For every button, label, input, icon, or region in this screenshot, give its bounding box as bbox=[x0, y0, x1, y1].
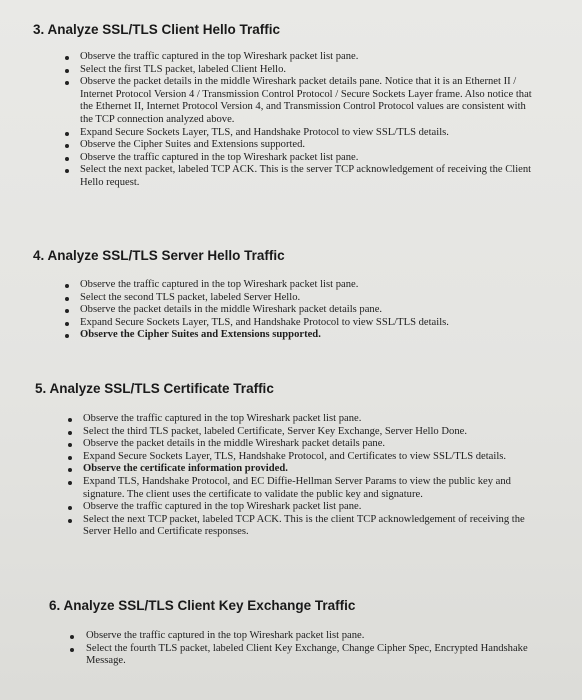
section-client-key-exchange bbox=[0, 598, 582, 668]
list-item bbox=[80, 127, 535, 140]
bullet-icon bbox=[65, 309, 69, 313]
list-item-text: Select the fourth TLS packet, labeled Client Key Exchange, Change Cipher Spec, Encrypted Handshake Message. bbox=[86, 642, 528, 667]
list-item bbox=[83, 451, 538, 464]
bullet-icon bbox=[65, 284, 69, 288]
bullet-icon bbox=[65, 81, 69, 85]
list-item-text: Select the third TLS packet, labeled Certificate, Server Key Exchange, Server Hello Done. bbox=[83, 425, 467, 437]
section-heading: 6. Analyze SSL/TLS Client Key Exchange Traffic bbox=[49, 598, 356, 613]
step-list bbox=[80, 51, 535, 190]
list-item bbox=[83, 438, 538, 451]
list-item-text: Observe the traffic captured in the top Wireshark packet list pane. bbox=[80, 279, 359, 290]
list-item-text: Observe the traffic captured in the top Wireshark packet list pane. bbox=[83, 501, 362, 513]
section-client-hello bbox=[0, 22, 582, 190]
bullet-icon bbox=[65, 322, 69, 326]
list-item bbox=[80, 329, 535, 342]
list-item-text: Select the first TLS packet, labeled Client Hello. bbox=[80, 63, 287, 75]
list-item bbox=[83, 514, 538, 539]
list-item-text: Expand Secure Sockets Layer, TLS, and Handshake Protocol to view SSL/TLS details. bbox=[80, 126, 449, 138]
list-item bbox=[80, 152, 535, 165]
step-list bbox=[86, 630, 541, 668]
list-item bbox=[86, 630, 541, 643]
list-item bbox=[83, 501, 538, 514]
section-heading: 4. Analyze SSL/TLS Server Hello Traffic bbox=[33, 248, 285, 263]
bullet-icon bbox=[68, 481, 72, 485]
section-heading: 3. Analyze SSL/TLS Client Hello Traffic bbox=[33, 22, 281, 37]
bullet-icon bbox=[68, 431, 72, 435]
list-item-text: Observe the traffic captured in the top Wireshark packet list pane. bbox=[80, 51, 359, 62]
bullet-icon bbox=[65, 69, 69, 73]
list-item-text: Select the next TCP packet, labeled TCP ACK. This is the client TCP acknowledgement of receiving the Server Hello and Certificate responses. bbox=[83, 513, 525, 538]
bullet-icon bbox=[65, 157, 69, 161]
step-list bbox=[83, 413, 538, 539]
list-item bbox=[80, 317, 535, 330]
bullet-icon bbox=[65, 56, 69, 60]
list-item bbox=[80, 164, 535, 189]
list-item bbox=[80, 64, 535, 77]
list-item bbox=[80, 76, 535, 126]
bullet-icon bbox=[68, 418, 72, 422]
list-item-text: Observe the packet details in the middle Wireshark packet details pane. bbox=[83, 438, 386, 450]
bullet-icon bbox=[68, 443, 72, 447]
bullet-icon bbox=[68, 506, 72, 510]
section-certificate bbox=[0, 381, 582, 539]
bullet-icon bbox=[65, 297, 69, 301]
list-item bbox=[83, 413, 538, 426]
bullet-icon bbox=[68, 519, 72, 523]
list-item bbox=[83, 476, 538, 501]
bullet-icon bbox=[68, 456, 72, 460]
list-item bbox=[80, 304, 535, 317]
bullet-icon bbox=[65, 144, 69, 148]
list-item bbox=[80, 51, 535, 64]
bullet-icon bbox=[65, 334, 69, 338]
list-item-text: Observe the Cipher Suites and Extensions supported. bbox=[80, 329, 321, 341]
list-item-text: Observe the packet details in the middle Wireshark packet details pane. Notice that it is an Ethernet II / Internet Protocol Version 4 / Transmission Control Protocol / Secure Sockets Layer frame. Also notice that the Ethernet II, Internet Protocol Version 4, and Transmission Control Protocol values are consistent with the TCP connection analyzed above. bbox=[80, 76, 532, 125]
list-item-text: Select the second TLS packet, labeled Server Hello. bbox=[80, 291, 301, 303]
list-item bbox=[80, 139, 535, 152]
bullet-icon bbox=[70, 635, 74, 639]
list-item bbox=[80, 292, 535, 305]
list-item-text: Observe the packet details in the middle Wireshark packet details pane. bbox=[80, 304, 383, 316]
list-item-text: Expand Secure Sockets Layer, TLS, Handshake Protocol, and Certificates to view SSL/TLS details. bbox=[83, 450, 507, 462]
list-item-text: Observe the Cipher Suites and Extensions supported. bbox=[80, 139, 306, 151]
step-list bbox=[80, 279, 535, 342]
list-item-text: Select the next packet, labeled TCP ACK. This is the server TCP acknowledgement of receiving the Client Hello request. bbox=[80, 164, 532, 188]
list-item-text: Expand Secure Sockets Layer, TLS, and Handshake Protocol to view SSL/TLS details. bbox=[80, 316, 449, 328]
section-server-hello bbox=[0, 248, 582, 342]
list-item-text: Observe the traffic captured in the top Wireshark packet list pane. bbox=[83, 413, 362, 424]
bullet-icon bbox=[68, 468, 72, 472]
list-item-text: Observe the traffic captured in the top Wireshark packet list pane. bbox=[80, 151, 359, 163]
bullet-icon bbox=[65, 169, 69, 173]
section-heading: 5. Analyze SSL/TLS Certificate Traffic bbox=[35, 381, 274, 396]
list-item-text: Observe the certificate information provided. bbox=[83, 463, 288, 475]
list-item-text: Expand TLS, Handshake Protocol, and EC Diffie-Hellman Server Params to view the public key and signature. The client uses the certificate to validate the public key and signature. bbox=[83, 475, 511, 500]
bullet-icon bbox=[65, 132, 69, 136]
list-item bbox=[80, 279, 535, 292]
list-item bbox=[83, 463, 538, 476]
bullet-icon bbox=[70, 648, 74, 652]
list-item bbox=[83, 426, 538, 439]
list-item-text: Observe the traffic captured in the top Wireshark packet list pane. bbox=[86, 630, 365, 641]
list-item bbox=[86, 643, 541, 668]
